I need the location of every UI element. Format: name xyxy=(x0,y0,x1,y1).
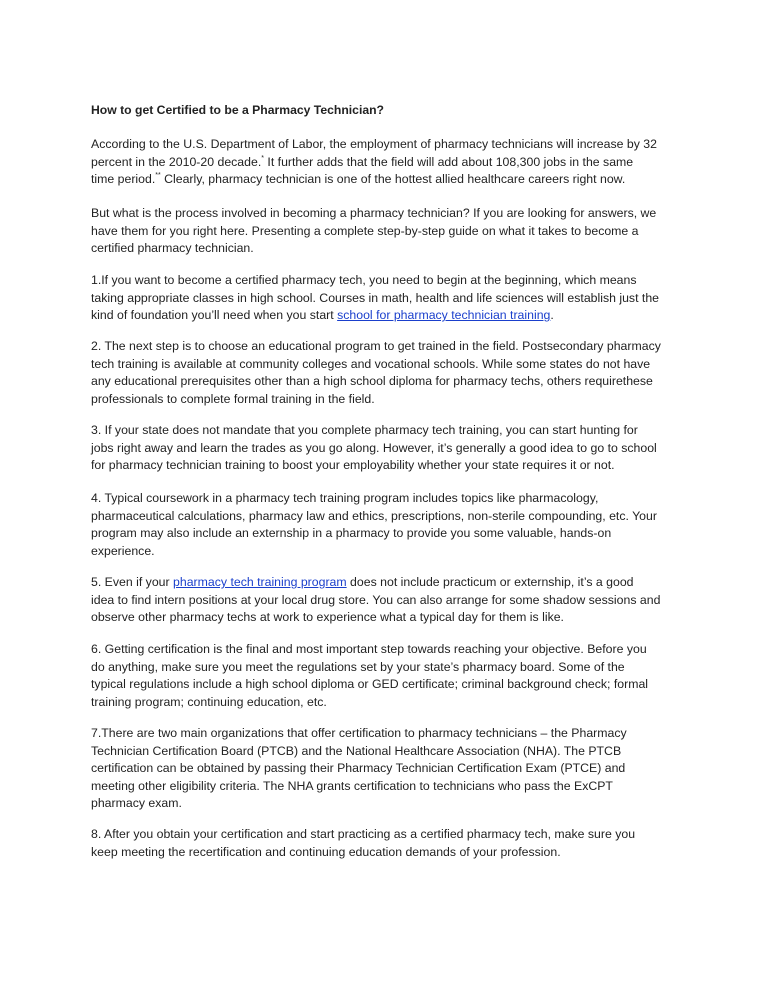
text-line xyxy=(91,307,681,325)
text-line: idea to find intern positions at your local drug store. You can also arrange for some shadow sessions and xyxy=(91,592,661,607)
text-segment: 5. Even if your xyxy=(91,575,174,589)
text-line xyxy=(91,154,681,172)
text-segment: does not include practicum or externship, it’s a good xyxy=(346,575,634,589)
text-line: have them for you right here. Presenting a complete step-by-step guide on what it takes to become a xyxy=(91,223,639,238)
text-line xyxy=(91,171,681,189)
text-line: taking appropriate classes in high school. Courses in math, health and life sciences will establish just the xyxy=(91,290,660,305)
text-line: pharmaceutical calculations, pharmacy law and ethics, prescriptions, non-sterile compounding, etc. Your xyxy=(91,508,657,523)
text-line: observe other pharmacy techs at work to experience what a typical day for them is like. xyxy=(91,610,564,625)
text-segment: time period. xyxy=(91,172,156,187)
page-title: How to get Certified to be a Pharmacy Technician? xyxy=(91,103,385,117)
text-line: 6. Getting certification is the final and most important step towards reaching your objective. Before you xyxy=(91,642,647,656)
paragraph-step-7 xyxy=(91,725,681,813)
text-line: certified pharmacy technician. xyxy=(91,241,254,256)
text-line: certification can be obtained by passing their Pharmacy Technician Certification Exam (PTCE) and xyxy=(91,761,626,776)
text-segment: percent in the 2010-20 decade. xyxy=(91,154,262,169)
text-line: typical regulations include a high school diploma or GED certificate; criminal background check; formal xyxy=(91,677,649,692)
tech-training-program-link[interactable]: pharmacy tech training program xyxy=(173,575,347,589)
text-line: experience. xyxy=(91,543,155,558)
text-line: According to the U.S. Department of Labor, the employment of pharmacy technicians will increase by 32 xyxy=(91,137,657,151)
text-segment: It further adds that the field will add about 108,300 jobs in the same xyxy=(263,154,634,169)
text-line: Technician Certification Board (PTCB) and the National Healthcare Association (NHA). The PTCB xyxy=(91,743,622,758)
text-line: pharmacy exam. xyxy=(91,796,182,811)
text-line: keep meeting the recertification and continuing education demands of your profession. xyxy=(91,844,561,859)
paragraph-step-4 xyxy=(91,490,681,560)
text-line: tech training is available at community colleges and vocational schools. While some states do not have xyxy=(91,356,651,371)
text-line: jobs right away and learn the trades as you go along. However, it’s generally a good idea to go to school xyxy=(91,440,657,455)
text-line xyxy=(91,574,681,592)
school-training-link[interactable]: school for pharmacy technician training xyxy=(337,308,551,323)
footnote-marker: ** xyxy=(155,172,161,180)
text-segment: . xyxy=(550,308,554,323)
paragraph-step-1 xyxy=(91,272,681,325)
text-segment: kind of foundation you’ll need when you start xyxy=(91,308,338,323)
text-line: any educational prerequisites other than a high school diploma for pharmacy techs, others requirethese xyxy=(91,374,653,389)
text-line: professionals to complete formal training in the field. xyxy=(91,391,375,406)
text-line: do anything, make sure you meet the regulations set by your state’s pharmacy board. Some of the xyxy=(91,659,625,674)
footnote-marker: * xyxy=(261,154,264,162)
text-line: 8. After you obtain your certification and start practicing as a certified pharmacy tech, make sure you xyxy=(91,827,636,841)
text-line: 1.If you want to become a certified pharmacy tech, you need to begin at the beginning, which means xyxy=(91,273,637,287)
paragraph-step-5 xyxy=(91,574,681,627)
paragraph-step-3 xyxy=(91,422,681,475)
text-line: But what is the process involved in becoming a pharmacy technician? If you are looking for answers, we xyxy=(91,206,657,220)
text-line: 2. The next step is to choose an educational program to get trained in the field. Postsecondary pharmacy xyxy=(91,339,661,353)
text-line: for pharmacy technician training to boost your employability whether your state requires it or not. xyxy=(91,458,615,473)
paragraph-step-2 xyxy=(91,338,681,408)
intro-paragraph xyxy=(91,136,681,189)
text-segment: Clearly, pharmacy technician is one of the hottest allied healthcare careers right now. xyxy=(160,172,626,187)
text-line: training program; continuing education, etc. xyxy=(91,694,327,709)
paragraph-step-8 xyxy=(91,826,681,861)
text-line: 3. If your state does not mandate that you complete pharmacy tech training, you can start hunting for xyxy=(91,423,638,437)
text-line: 4. Typical coursework in a pharmacy tech training program includes topics like pharmacology, xyxy=(91,491,599,505)
text-line: program may also include an externship in a pharmacy to provide you some valuable, hands-on xyxy=(91,526,612,541)
paragraph-step-6 xyxy=(91,641,681,711)
text-line: meeting other eligibility criteria. The NHA grants certification to technicians who pass the ExCPT xyxy=(91,778,613,793)
text-line: 7.There are two main organizations that offer certification to pharmacy technicians – the Pharmacy xyxy=(91,726,627,740)
paragraph-process xyxy=(91,205,681,258)
